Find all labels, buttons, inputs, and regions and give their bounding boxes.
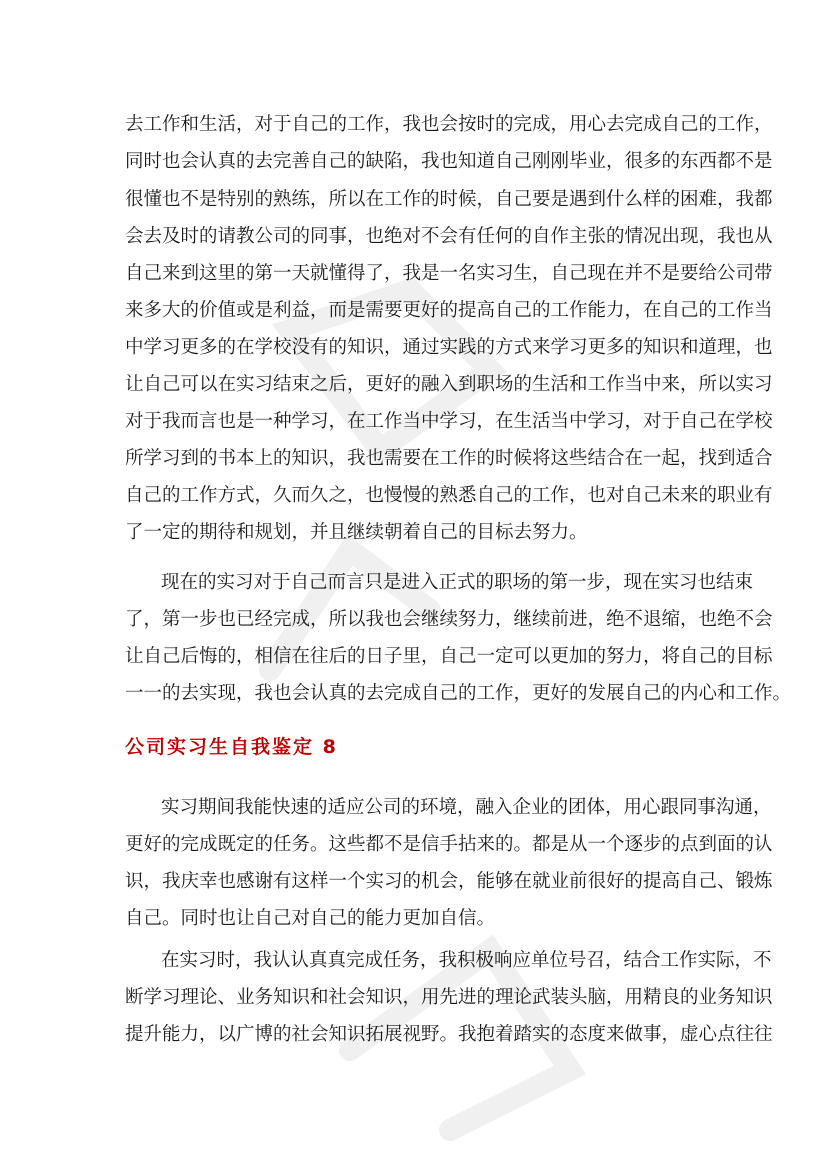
text-line: 会去及时的请教公司的同事，也绝对不会有任何的自作主张的情况出现，我也从 <box>125 226 773 247</box>
text-line: 断学习理论、业务知识和社会知识，用先进的理论武装头脑，用精良的业务知识 <box>125 987 773 1008</box>
text-line: 识，我庆幸也感谢有这样一个实习的机会，能够在就业前很好的提高自己、锻炼 <box>125 871 773 892</box>
text-line: 提升能力，以广博的社会知识拓展视野。我抱着踏实的态度来做事，虚心点往往 <box>125 1024 773 1045</box>
text-line: 对于我而言也是一种学习，在工作当中学习，在生活当中学习，对于自己在学校 <box>125 411 773 432</box>
text-line: 让自己后悔的，相信在往后的日子里，自己一定可以更加的努力，将自己的目标 <box>125 646 773 667</box>
text-line: 了，第一步也已经完成，所以我也会继续努力，继续前进，绝不退缩，也绝不会 <box>125 609 773 630</box>
text-line: 来多大的价值或是利益，而是需要更好的提高自己的工作能力，在自己的工作当 <box>125 300 773 321</box>
section-heading: 公司实习生自我鉴定 8 <box>125 736 338 758</box>
text-line: 现在的实习对于自己而言只是进入正式的职场的第一步，现在实习也结束 <box>161 572 754 593</box>
text-line: 一一的去实现，我也会认真的去完成自己的工作，更好的发展自己的内心和工作。 <box>125 683 792 704</box>
text-line: 让自己可以在实习结束之后，更好的融入到职场的生活和工作当中来，所以实习 <box>125 374 773 395</box>
text-line: 自己来到这里的第一天就懂得了，我是一名实习生，自己现在并不是要给公司带 <box>125 263 773 284</box>
text-line: 同时也会认真的去完善自己的缺陷，我也知道自己刚刚毕业，很多的东西都不是 <box>125 151 773 172</box>
text-line: 了一定的期待和规划，并且继续朝着自己的目标去努力。 <box>125 522 588 543</box>
text-line: 自己。同时也让自己对自己的能力更加自信。 <box>125 908 496 929</box>
text-line: 所学习到的书本上的知识，我也需要在工作的时候将这些结合在一起，找到适合 <box>125 448 773 469</box>
text-line: 在实习时，我认认真真完成任务，我积极响应单位号召，结合工作实际，不 <box>161 950 772 971</box>
text-line: 实习期间我能快速的适应公司的环境，融入企业的团体，用心跟同事沟通， <box>161 797 772 818</box>
text-line: 很懂也不是特别的熟练，所以在工作的时候，自己要是遇到什么样的困难，我都 <box>125 189 773 210</box>
text-line: 自己的工作方式，久而久之，也慢慢的熟悉自己的工作，也对自己未来的职业有 <box>125 485 773 506</box>
text-line: 去工作和生活，对于自己的工作，我也会按时的完成，用心去完成自己的工作， <box>125 114 773 135</box>
text-line: 更好的完成既定的任务。这些都不是信手拈来的。都是从一个逐步的点到面的认 <box>125 834 773 855</box>
text-line: 中学习更多的在学校没有的知识，通过实践的方式来学习更多的知识和道理，也 <box>125 337 773 358</box>
